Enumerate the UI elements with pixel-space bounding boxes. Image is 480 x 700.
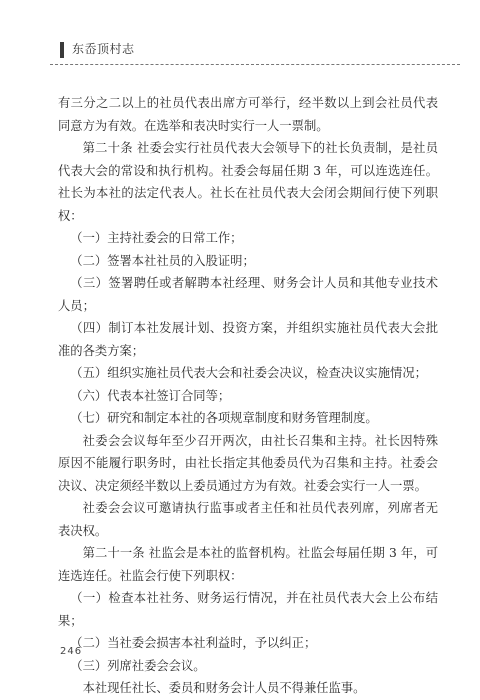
- book-title: 东岙顶村志: [72, 42, 135, 56]
- article-20: 第二十条 社委会实行社员代表大会领导下的社长负责制，是社员代表大会的常设和执行机构。社委会每届任期 3 年，可以连选连任。社长为本社的法定代表人。社长在社员代表大会闭会期间行使下列职权：: [58, 141, 438, 223]
- article-21: 第二十一条 社监会是本社的监督机构。社监会每届任期 3 年，可连选连任。社监会行使下列职权：: [58, 546, 438, 583]
- list-item: （三）签署聘任或者解聘本社经理、财务会计人员和其他专业技术人员；: [58, 276, 438, 313]
- list-item: （四）制订本社发展计划、投资方案，并组织实施社员代表大会批准的各类方案；: [58, 321, 438, 358]
- body-text: [58, 92, 438, 700]
- list-item: （一）主持社委会的日常工作；: [70, 231, 243, 245]
- list-item: （七）研究和制定本社的各项规章制度和财务管理制度。: [70, 411, 378, 425]
- list-item: （三）列席社委会会议。: [70, 658, 206, 673]
- header-dashed-rule: [50, 64, 460, 65]
- running-header: [50, 38, 470, 62]
- list-item: （二）签署本社社员的入股证明；: [70, 253, 255, 268]
- header-marker-bar: [60, 42, 64, 58]
- page-number: 246: [60, 646, 83, 657]
- list-item: （五）组织实施社员代表大会和社委会决议，检查决议实施情况；: [70, 366, 427, 380]
- paragraph: 有三分之二以上的社员代表出席方可举行，经半数以上到会社员代表同意方为有效。在选举和表决时实行一人一票制。: [58, 96, 438, 133]
- paragraph: 社委会会议每年至少召开两次，由社长召集和主持。社长因特殊原因不能履行职务时，由社长指定其他委员代为召集和主持。社委会决议、决定须经半数以上委员通过方为有效。社委会实行一人一票。: [58, 433, 438, 493]
- paragraph: 本社现任社长、委员和财务会计人员不得兼任监事。: [82, 681, 366, 695]
- list-item: （六）代表本社签订合同等；: [70, 388, 231, 403]
- paragraph: 社委会会议可邀请执行监事或者主任和社员代表列席，列席者无表决权。: [58, 501, 438, 538]
- list-item: （二）当社委会损害本社利益时，予以纠正；: [70, 636, 317, 650]
- list-item: （一）检查本社社务、财务运行情况，并在社员代表大会上公布结果；: [58, 591, 438, 628]
